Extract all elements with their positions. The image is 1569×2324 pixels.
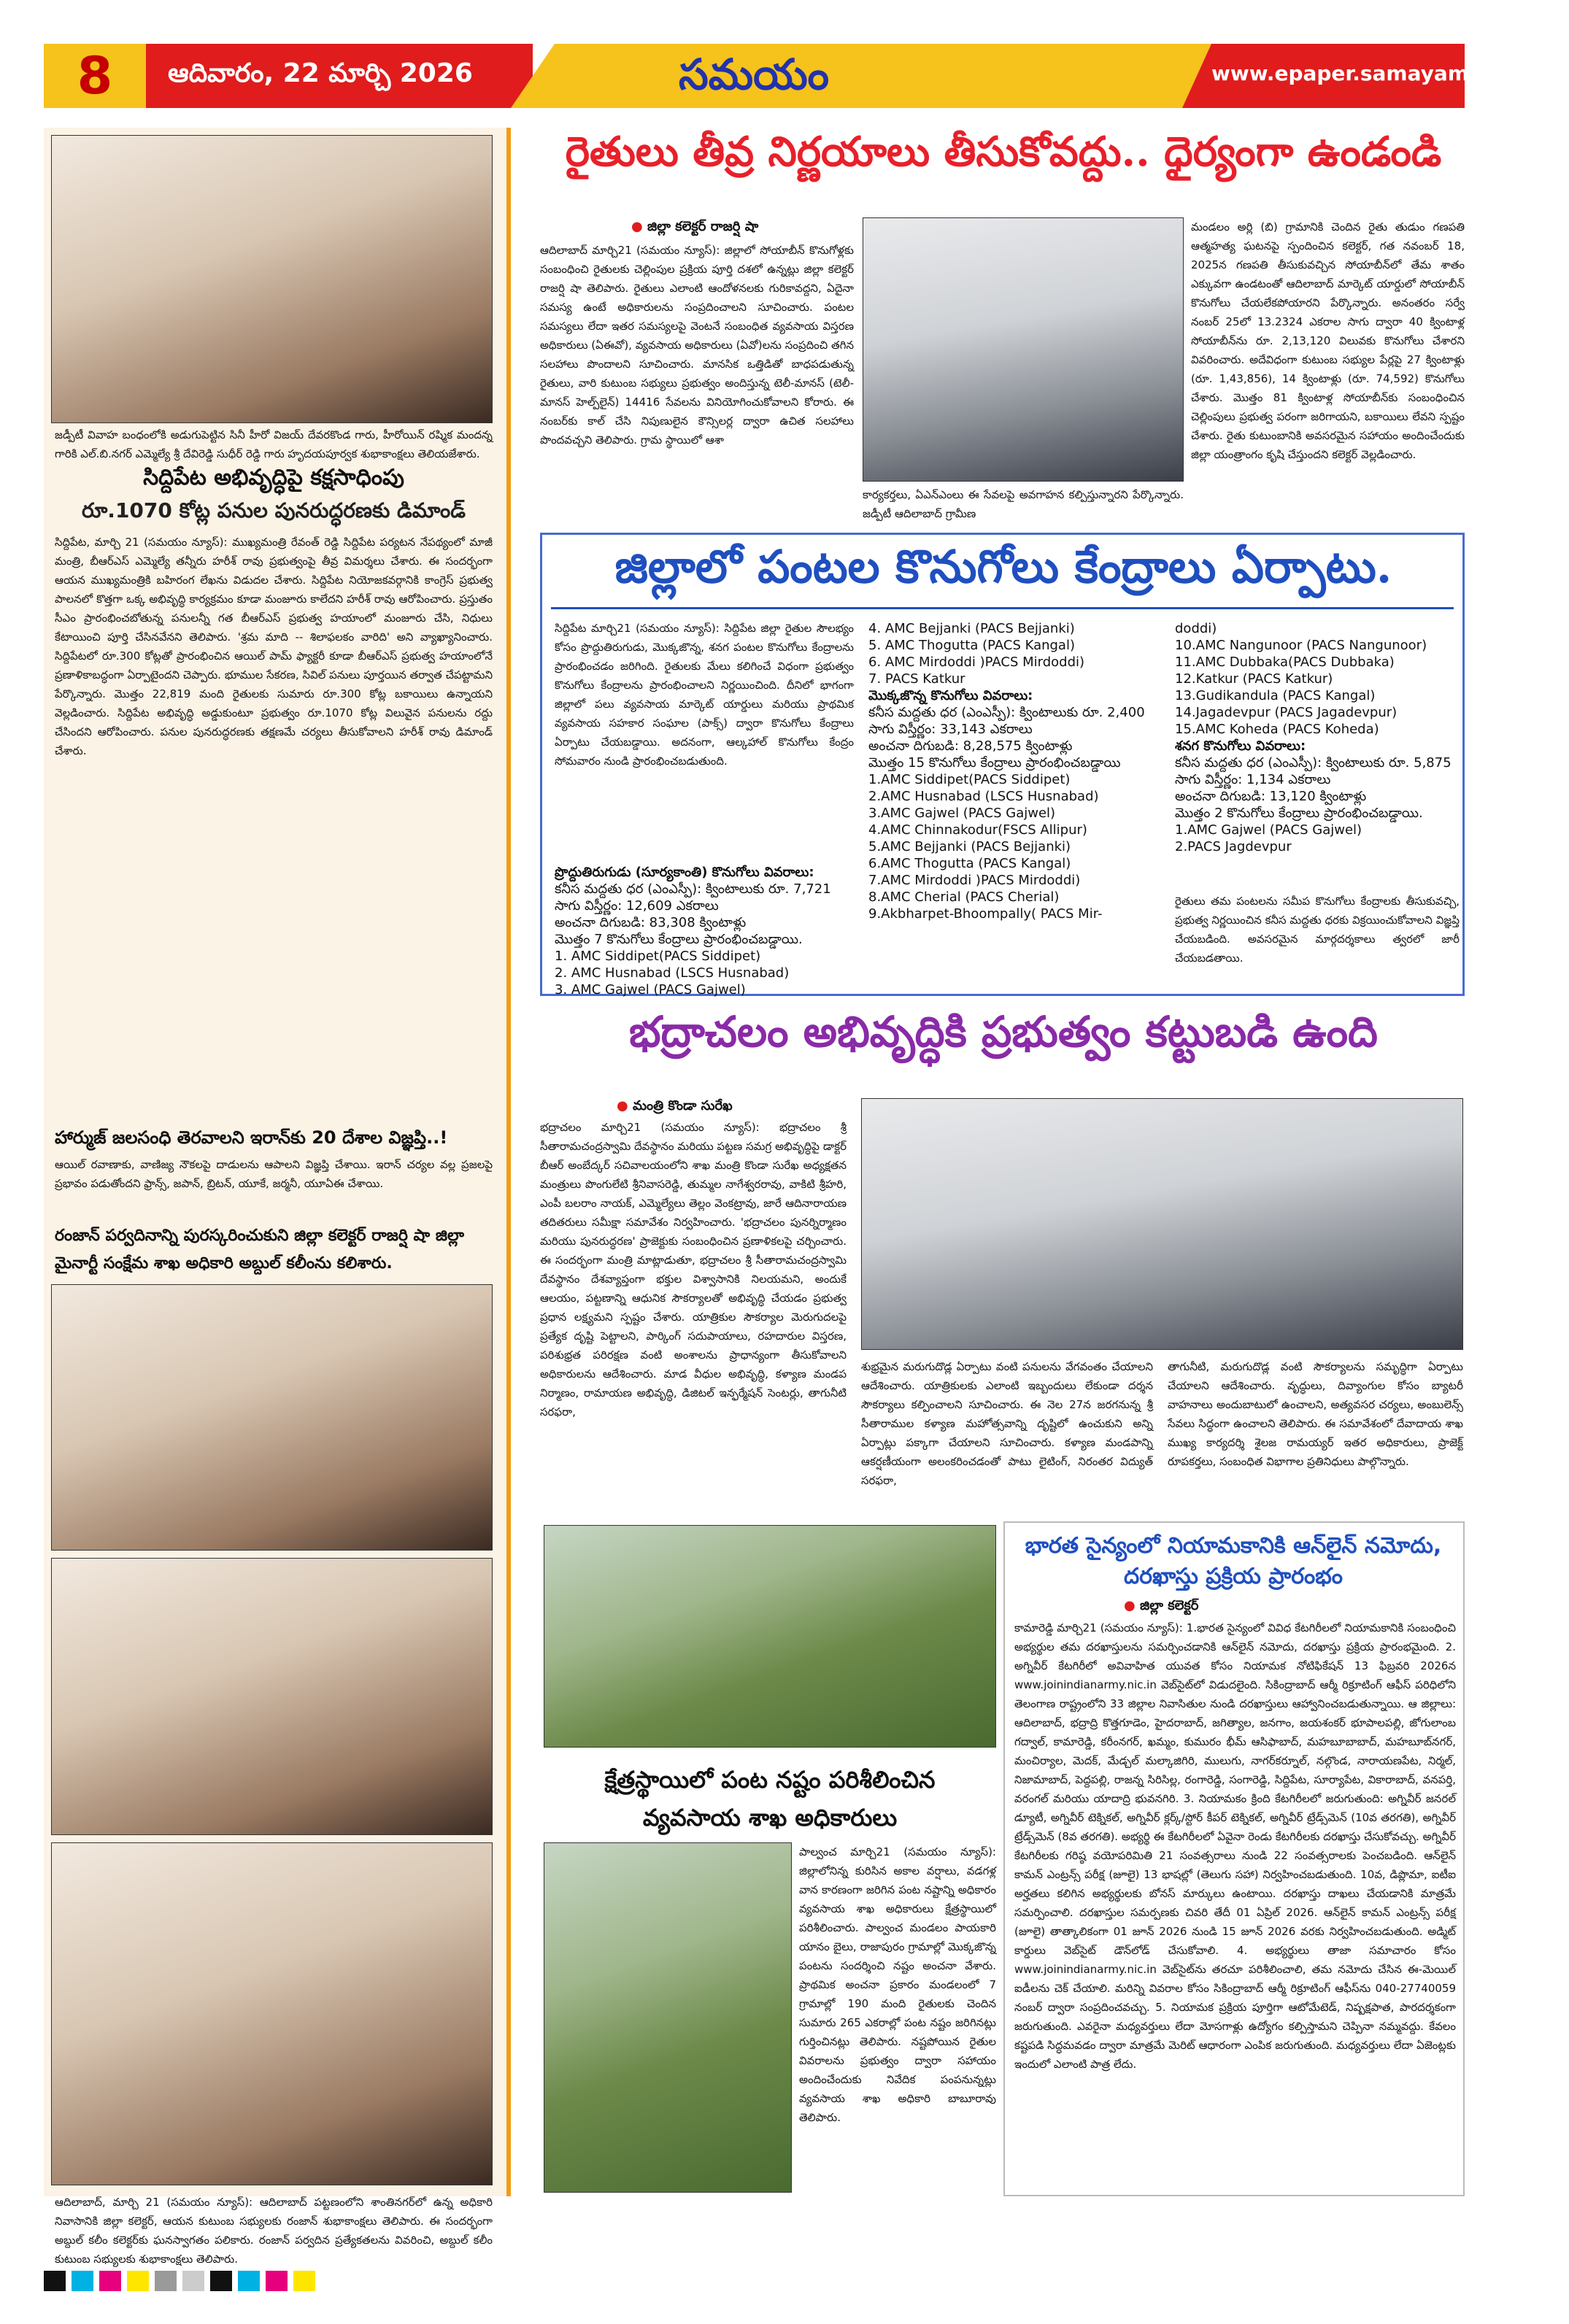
sunflower-stat: సాగు విస్తీర్ణం: 12,609 ఎకరాలు xyxy=(555,898,719,914)
sunflower-stat: కనీస మద్దతు ధర (ఎంఎస్పీ): క్వింటాలుకు రూ. 7,721 xyxy=(555,881,831,897)
procurement-rule xyxy=(551,607,1454,609)
maize-center: 5.AMC Bejjanki (PACS Bejjanki) xyxy=(868,839,1071,854)
wedding-photo xyxy=(51,135,493,423)
maize-stat: అంచనా దిగుబడి: 8,28,575 క్వింటాళ్లు xyxy=(868,738,1073,754)
army-headline: భారత సైన్యంలో నియామకానికి ఆన్‌లైన్ నమోదు, దరఖాస్తు ప్రక్రియ ప్రారంభం xyxy=(1025,1533,1442,1589)
bhadrachalam-headline: భద్రాచలం అభివృద్ధికి ప్రభుత్వం కట్టుబడి ఉంది xyxy=(629,1007,1378,1057)
registration-swatch xyxy=(266,2271,288,2291)
registration-swatch xyxy=(44,2271,66,2291)
chana-center: 1.AMC Gajwel (PACS Gajwel) xyxy=(1175,822,1362,838)
page-header xyxy=(44,44,1569,108)
maize-center: 6.AMC Thogutta (PACS Kangal) xyxy=(868,856,1071,871)
maize-center: 2.AMC Husnabad (LSCS Husnabad) xyxy=(868,789,1099,804)
chana-stat: కనీస మద్దతు ధర (ఎంఎస్పీ): క్వింటాలుకు రూ. 5,875 xyxy=(1175,755,1452,771)
epaper-url[interactable]: www.epaper.samayamdaily.net xyxy=(1211,61,1569,85)
farmers-body-left: ఆదిలాబాద్ మార్చి21 (సమయం న్యూస్): జిల్లాలో సోయాబీన్ కొనుగోళ్లకు సంబంధించి రైతులకు చెల్లింపుల ప్రక్రియ పూర్తి దశలో ఉన్నట్లు జిల్లా కలెక్టర్ రాజర్షి షా తెలిపారు. రైతులు ఎలాంటి ఆందోళనలకు గురికావద్దని, ఏదైనా సమస్య ఉంటే అధికారులను సంప్రదించాలని సూచించారు. పంటల సమస్యలు లేదా ఇతర సమస్యలపై వెంటనే సంబంధిత వ్యవసాయ విస్తరణ అధికారులు (ఏఈవో), వ్యవసాయ అధికారులు (ఏవో)లను సంప్రదించి తగిన సలహాలు పొందాలని సూచించారు. మానసిక ఒత్తిడితో బాధపడుతున్న రైతులు, వారి కుటుంబ సభ్యులు ప్రభుత్వం అందిస్తున్న టెలీ-మానస్ (టెలీ-మానస్ హెల్ప్‌లైన్) 14416 సేవలను వినియోగించుకోవాలని కోరారు. ఈ నంబర్‌కు కాల్ చేసి నిపుణులైన కౌన్సిలర్ల ద్వారా ఉచిత సలహాలు పొందవచ్చని తెలిపారు. గ్రామ స్థాయిలో ఆశా xyxy=(540,244,854,447)
maize-center: 11.AMC Dubbaka(PACS Dubbaka) xyxy=(1175,655,1395,670)
maize-center: doddi) xyxy=(1175,621,1217,636)
chana-block xyxy=(1175,620,1460,855)
maize-stat: కనీస మద్దతు ధర (ఎంఎస్పీ): క్వింటాలుకు రూ. 2,400 xyxy=(868,705,1145,720)
maize-center: 12.Katkur (PACS Katkur) xyxy=(1175,671,1333,687)
bhadrachalam-body-mid: శుభ్రమైన మరుగుదొడ్ల ఏర్పాటు వంటి పనులను వేగవంతం చేయాలని ఆదేశించారు. యాత్రికులకు ఎలాంటి ఇబ్బందులు లేకుండా దర్శన సౌకర్యాలు కల్పించాలని సూచించారు. ఈ నెల 27న జరగనున్న శ్రీ సీతారాముల కళ్యాణ మహోత్సవాన్ని దృష్టిలో ఉంచుకుని అన్ని ఏర్పాట్లు పక్కాగా చేయాలని సూచించారు. కళ్యాణ మండపాన్ని ఆకర్షణీయంగా అలంకరించడంతో పాటు లైటింగ్, నిరంతర విద్యుత్ సరఫరా, xyxy=(861,1360,1153,1487)
damaged-crop-photo xyxy=(544,1525,996,1748)
maize-block xyxy=(868,620,1160,922)
farmers-byline: ● జిల్లా కలెక్టర్ రాజర్షి షా xyxy=(631,219,758,237)
ramzan-photo-3 xyxy=(51,1842,493,2185)
crop-loss-body: పాల్వంచ మార్చి21 (సమయం న్యూస్): జిల్లాలోనిన్న కురిసిన అకాల వర్షాలు, వడగళ్ల వాన కారణంగా జరిగిన పంట నష్టాన్ని అధికారం వ్యవసాయ శాఖ అధికారులు క్షేత్రస్థాయిలో పరిశీలించారు. పాల్వంచ మండలం పాయకారి యానం బైలు, రాజాపురం గ్రామాల్లో మొక్కజొన్న పంటను సందర్శించి నష్టం అంచనా వేశారు. ప్రాథమిక అంచనా ప్రకారం మండలంలో 7 గ్రామాల్లో 190 మంది రైతులకు చెందిన సుమారు 265 ఎకరాల్లో పంట నష్టం జరిగినట్లు గుర్తించినట్లు తెలిపారు. నష్టపోయిన రైతుల వివరాలను ప్రభుత్వం ద్వారా సహాయం అందించేందుకు నివేదిక పంపనున్నట్లు వ్యవసాయ శాఖ అధికారి బాబూరావు తెలిపారు. xyxy=(799,1845,996,2124)
maize-center: 13.Gudikandula (PACS Kangal) xyxy=(1175,688,1376,703)
procurement-headline: జిల్లాలో పంటల కొనుగోలు కేంద్రాలు ఏర్పాటు. xyxy=(614,540,1392,593)
story-body: సిద్దిపేట, మార్చి 21 (సమయం న్యూస్): ముఖ్యమంత్రి రేవంత్ రెడ్డి సిద్దిపేట పర్యటన నేపథ్యంలో మాజీ మంత్రి, బీఆర్ఎస్ ఎమ్మెల్యే తన్నీరు హరీశ్ రావు ప్రభుత్వంపై తీవ్ర విమర్శలు చేశారు. ఈ సందర్భంగా ఆయన ముఖ్యమంత్రికి బహిరంగ లేఖను విడుదల చేశారు. సిద్దిపేట నియోజకవర్గానికి కాంగ్రెస్ ప్రభుత్వ పాలనలో కొత్తగా ఒక్క అభివృద్ధి కార్యక్రమం కూడా మంజూరు కాలేదని హరీశ్ రావు ఆరోపించారు. ప్రస్తుతం సీఎం ప్రారంభించబోతున్న పనులన్నీ గత బీఆర్ఎస్ ప్రభుత్వ హయాంలో మంజూరు చేసి, నిధులు కేటాయించి పూర్తి చేసినవేనని తెలిపారు. 'శ్రమ మాది -- శిలాఫలకం వారిది' అని వ్యాఖ్యానించారు. సిద్దిపేటలో రూ.300 కోట్లతో ప్రారంభించిన ఆయిల్ పామ్ ఫ్యాక్టరీ కూడా బీఆర్ఎస్ ప్రభుత్వ హయాంలోనే ప్రణాళికాబద్ధంగా ఏర్పాటైందని చెప్పారు. భూముల సేకరణ, సివిల్ పనులు పూర్తయిన తర్వాత చేపట్టామని పేర్కొన్నారు. మొత్తం 22,819 మంది రైతులకు సుమారు రూ.300 కోట్ల బకాయిలు ఉన్నాయని వెల్లడించారు. సిద్దిపేట అభివృద్ధి అడ్డుకుంటూ ప్రభుత్వం రూ.1070 కోట్ల విలువైన పనులను రద్దు చేసిందని ఆరోపించారు. పనుల పునరుద్ధరణకు తక్షణమే చర్యలు తీసుకోవాలని హరీశ్ రావు డిమాండ్ చేశారు. xyxy=(55,536,493,757)
bhadrachalam-body-left: భద్రాచలం మార్చి21 (సమయం న్యూస్): భద్రాచలం శ్రీ సీతారామచంద్రస్వామి దేవస్థానం మరియు పట్టణ సమగ్ర అభివృద్ధిపై డాక్టర్ బీఆర్ అంబేద్కర్ సచివాలయంలోని శాఖ మంత్రి కొండా సురేఖ అధ్యక్షతన మంత్రులు పొంగులేటి శ్రీనివాసరెడ్డి, తుమ్మల నాగేశ్వరరావు, వాకిటి శ్రీహరి, ఎంపీ బలరాం నాయక్, ఎమ్మెల్యేలు తెల్లం వెంకట్రావు, జారే ఆదినారాయణ తదితరులు సమీక్షా సమావేశం నిర్వహించారు. 'భద్రాచలం పునర్నిర్మాణం మరియు పునరుద్ధరణ' ప్రాజెక్టుకు సంబంధించిన ప్రణాళికలపై చర్చించారు. ఈ సందర్భంగా మంత్రి మాట్లాడుతూ, భద్రాచలం శ్రీ సీతారామచంద్రస్వామి దేవస్థానం దేశవ్యాప్తంగా భక్తుల విశ్వాసానికి నిలయమని, అందుకే ఆలయం, పట్టణాన్ని ఆధునిక సౌకర్యాలతో అభివృద్ధి చేయడం ప్రభుత్వ ప్రధాన లక్ష్యమని స్పష్టం చేశారు. యాత్రికుల సౌకర్యాల మెరుగుదలపై ప్రత్యేక దృష్టి పెట్టాలని, పార్కింగ్ సదుపాయాలు, రహదారుల విస్తరణ, పరిశుభ్రత పరిరక్షణ వంటి అంశాలను ప్రాధాన్యంగా తీసుకోవాలని అధికారులను ఆదేశించారు. మాడ వీధుల అభివృద్ధి, కళ్యాణ మండప నిర్మాణం, రామాయణ అభివృద్ధి, డిజిటల్ ఇన్ఫర్మేషన్ సెంటర్లు, తాగునీటి సరఫరా, xyxy=(540,1121,847,1418)
chana-stat: సాగు విస్తీర్ణం: 1,134 ఎకరాలు xyxy=(1175,772,1331,787)
maize-heading: మొక్కజొన్న కొనుగోలు వివరాలు: xyxy=(868,688,1033,703)
chana-heading: శనగ కొనుగోలు వివరాలు: xyxy=(1175,738,1306,754)
newspaper-name: సమయం xyxy=(679,50,830,99)
bhadrachalam-body-right: తాగునీటి, మరుగుదొడ్ల వంటి సౌకర్యాలను సమృద్ధిగా ఏర్పాటు చేయాలని ఆదేశించారు. వృద్ధులు, దివ్యాంగుల కోసం బ్యాటరీ వాహనాలు అందుబాటులో ఉంచాలని, అత్యవసర చర్యలు, అంబులెన్స్ సేవలు సిద్ధంగా ఉంచాలని తెలిపారు. ఈ సమావేశంలో దేవాదాయ శాఖ ముఖ్య కార్యదర్శి శైలజ రామయ్యర్ ఇతర అధికారులు, ప్రాజెక్ట్ రూపకర్తలు, సంబంధిత విభాగాల ప్రతినిధులు పాల్గొన్నారు. xyxy=(1168,1360,1463,1468)
sunflower-stat: అంచనా దిగుబడి: 83,308 క్వింటాళ్లు xyxy=(555,915,747,930)
chana-stat: అంచనా దిగుబడి: 13,120 క్వింటాళ్లు xyxy=(1175,789,1367,804)
sunflower-center: 4. AMC Bejjanki (PACS Bejjanki) xyxy=(868,621,1075,636)
maize-center: 7.AMC Mirdoddi )PACS Mirdoddi) xyxy=(868,873,1081,888)
ramzan-caption: ఆదిలాబాద్, మార్చి 21 (సమయం న్యూస్): ఆదిలాబాద్ పట్టణంలోని శాంతినగర్‌లో ఉన్న అధికారి నివాసానికి జిల్లా కలెక్టర్, ఆయన కుటుంబ సభ్యులకు రంజాన్ శుభాకాంక్షలు తెలిపారు. ఈ సందర్భంగా అబ్దుల్ కలీం కలెక్టర్‌కు ఘనస్వాగతం పలికారు. రంజాన్ పర్వదిన ప్రత్యేకతలను వివరించి, అబ్దుల్ కలీం కుటుంబ సభ్యులకు శుభాకాంక్షలు తెలిపారు. xyxy=(55,2196,493,2266)
sunflower-center: 5. AMC Thogutta (PACS Kangal) xyxy=(868,638,1075,653)
wedding-caption: జడ్పీటీ వివాహ బంధంలోకి అడుగుపెట్టిన సినీ హీరో విజయ్ దేవరకొండ గారు, హీరోయిన్ రష్మిక మందన్న గారికి ఎల్.బి.నగర్ ఎమ్మెల్యే శ్రీ దేవిరెడ్డి సుధీర్ రెడ్డి గారు హృదయపూర్వక శుభాకాంక్షలు తెలియజేశారు. xyxy=(55,428,493,460)
sunflower-center: 7. PACS Katkur xyxy=(868,671,965,687)
ramzan-photo-1 xyxy=(51,1284,493,1551)
header-middle-band xyxy=(511,44,1211,108)
maize-center: 10.AMC Nangunoor (PACS Nangunoor) xyxy=(1175,638,1427,653)
maize-center: 14.Jagadevpur (PACS Jagadevpur) xyxy=(1175,705,1398,720)
registration-swatch xyxy=(72,2271,93,2291)
left-column xyxy=(44,128,511,2266)
procurement-closing: రైతులు తమ పంటలను సమీప కొనుగోలు కేంద్రాలకు తీసుకువచ్చి, ప్రభుత్వ నిర్ణయించిన కనీస మద్దతు ధరకు విక్రయించుకోవాలని విజ్ఞప్తి చేయబడింది. అవసరమైన మార్గదర్శకాలు త్వరలో జారీ చేయబడతాయి. xyxy=(1175,895,1460,965)
registration-swatch xyxy=(182,2271,204,2291)
registration-swatch xyxy=(155,2271,177,2291)
sunflower-stat: మొత్తం 7 కొనుగోలు కేంద్రాలు ప్రారంభించబడ్డాయి. xyxy=(555,932,803,947)
crop-loss-headline-1: క్షేత్రస్థాయిలో పంట నష్టం పరిశీలించిన xyxy=(604,1766,936,1794)
procurement-intro: సిద్దిపేట మార్చి21 (సమయం న్యూస్): సిద్దిపేట జిల్లా రైతుల సౌలభ్యం కోసం ప్రొద్దుతిరుగుడు, మొక్కజొన్న, శనగ పంటల కొనుగోలు కేంద్రాలను ప్రారంభించడం జరిగింది. రైతులకు మేలు కలిగించే విధంగా ప్రభుత్వం కొనుగోలు కేంద్రాలను ప్రారంభించాలని నిర్ణయించింది. దీనిలో భాగంగా జిల్లాలో పలు వ్యవసాయ మార్కెట్ యార్డులు మరియు ప్రాథమిక వ్యవసాయ సహకార సంఘాల (పాక్స్) ద్వారా కొనుగోలు కేంద్రాలు ఏర్పాటు చేయబడ్డాయి. అదనంగా, ఆల్కహాల్ కొనుగోలు కేంద్రం సోమవారం నుండి ప్రారంభించబడుతుంది. xyxy=(555,622,854,768)
maize-stat: సాగు విస్తీర్ణం: 33,143 ఎకరాలు xyxy=(868,722,1033,737)
issue-date: ఆదివారం, 22 మార్చి 2026 xyxy=(168,58,473,88)
registration-swatch xyxy=(127,2271,149,2291)
crop-loss-headline-2: వ్యవసాయ శాఖ అధికారులు xyxy=(642,1804,898,1831)
page-number: 8 xyxy=(44,44,146,108)
farmers-body-bottom: కార్యకర్తలు, ఏఎన్ఎంలు ఈ సేవలపై అవగాహన కల్పిస్తున్నారని పేర్కొన్నారు. జడ్పీటీ ఆదిలాబాద్ గ్రామీణ xyxy=(863,488,1184,520)
maize-center: 3.AMC Gajwel (PACS Gajwel) xyxy=(868,806,1056,821)
farmers-body-right: మండలం అర్లి (బి) గ్రామానికి చెందిన రైతు తుడుం గణపతి ఆత్మహత్య ఘటనపై స్పందించిన కలెక్టర్, గత నవంబర్ 18, 2025న గణపతి తీసుకువచ్చిన సోయాబీన్‌లో తేమ శాతం ఎక్కువగా ఉండటంతో ఆదిలాబాద్ మార్కెట్ యార్డులో సోయాబీన్ కొనుగోలు చేయలేకపోయారని పేర్కొన్నారు. అనంతరం సర్వే నంబర్ 25లో 13.2324 ఎకరాల సాగు ద్వారా 40 క్వింటాళ్ల సోయాబీన్‌ను రూ. 2,13,120 విలువకు కొనుగోలు చేశారని వివరించారు. అదేవిధంగా కుటుంబ సభ్యుల పేర్లపై 27 క్వింటాళ్లు (రూ. 1,43,856), 14 క్వింటాళ్లు (రూ. 74,592) కొనుగోలు చేశారు. మొత్తం 81 క్వింటాళ్ల సోయాబీన్‌కు సంబంధించిన చెల్లింపులు ప్రభుత్వ పరంగా జరిగాయని, బకాయిలు లేవని స్పష్టం చేశారు. రైతు కుటుంబానికి అవసరమైన సహాయం అందించేందుకు జిల్లా యంత్రాంగం కృషి చేస్తుందని కలెక్టర్ వెల్లడించారు. xyxy=(1191,220,1465,461)
maize-stat: మొత్తం 15 కొనుగోలు కేంద్రాలు ప్రారంభించబడ్డాయి xyxy=(868,755,1121,771)
review-meeting-photo xyxy=(861,1098,1463,1350)
sunflower-heading: ప్రొద్దుతిరుగుడు (సూర్యకాంతి) కొనుగోలు వివరాలు: xyxy=(555,865,814,880)
iran-body: ఆయిల్ రవాణాకు, వాణిజ్య నౌకలపై దాడులను ఆపాలని విజ్ఞప్తి చేశాయి. ఇరాన్ చర్యల వల్ల ప్రజలపై ప్రభావం పడుతోందని ఫ్రాన్స్, జపాన్, బ్రిటన్, యూకే, జర్మనీ, యూఏఈ చేశాయి. xyxy=(55,1158,493,1190)
army-byline: ● జిల్లా కలెక్టర్ xyxy=(1124,1598,1198,1616)
sunflower-center: 3. AMC Gajwel (PACS Gajwel) xyxy=(555,982,746,997)
maize-center: 9.Akbharpet-Bhoompally( PACS Mir- xyxy=(868,906,1103,922)
maize-center: 1.AMC Siddipet(PACS Siddipet) xyxy=(868,772,1071,787)
story-headline: రూ.1070 కోట్ల పనుల పునరుద్ధరణకు డిమాండ్ xyxy=(82,498,466,522)
collector-photo xyxy=(863,217,1184,482)
print-registration-bar xyxy=(44,2271,321,2291)
maize-center: 4.AMC Chinnakodur(FSCS Allipur) xyxy=(868,822,1087,838)
sunflower-center: 6. AMC Mirdoddi )PACS Mirdoddi) xyxy=(868,655,1085,670)
ramzan-headline: రంజాన్ పర్వదినాన్ని పురస్కరించుకుని జిల్లా కలెక్టర్ రాజర్షి షా జిల్లా మైనార్టీ సంక్షేమ శాఖ అధికారి అబ్దుల్ కలీంను కలిశారు. xyxy=(55,1227,464,1273)
story-kicker: సిద్దిపేట అభివృద్ధిపై కక్షసాధింపు xyxy=(143,465,404,490)
army-body: కామారెడ్డి మార్చి21 (సమయం న్యూస్): 1.భారత సైన్యంలో వివిధ కేటగిరీలలో నియామకానికి సంబంధించి అభ్యర్థుల తమ దరఖాస్తులను సమర్పించడానికి ఆన్‌లైన్ నమోదు, దరఖాస్తు ప్రక్రియ ప్రారంభమైంది. 2. అగ్నివీర్ కేటగిరీలో అవివాహిత యువత కోసం నియామక నోటిఫికేషన్ 13 ఫిబ్రవరి 2026న www.joinindianarmy.nic.in వెబ్‌సైట్‌లో విడుదలైంది. సికింద్రాబాద్ ఆర్మీ రిక్రూటింగ్ ఆఫీస్ పరిధిలోని తెలంగాణ రాష్ట్రంలోని 33 జిల్లాల నివాసితుల నుండి దరఖాస్తులు ఆహ్వానించబడుతున్నాయి. ఆ జిల్లాలు: ఆదిలాబాద్, భద్రాద్రి కొత్తగూడెం, హైదరాబాద్, జగిత్యాల, జనగాం, జయశంకర్ భూపాలపల్లి, జోగులాంబ గద్వాల్, కామారెడ్డి, కరీంనగర్, ఖమ్మం, కుమురం భీమ్ ఆసిఫాబాద్, మహబూబాబాద్, మహబూబ్‌నగర్, మంచిర్యాల, మెదక్, మేడ్చల్ మల్కాజిగిరి, ములుగు, నాగర్‌కర్నూల్, నల్గొండ, నారాయణపేట, నిర్మల్, నిజామాబాద్, పెద్దపల్లి, రాజన్న సిరిసిల్ల, రంగారెడ్డి, సంగారెడ్డి, సిద్దిపేట, సూర్యాపేట, వికారాబాద్, వనపర్తి, వరంగల్ మరియు యాదాద్రి భువనగిరి. 3. నియామకం క్రింది కేటగిరీలలో జరుగుతుంది: అగ్నివీర్ జనరల్ డ్యూటీ, అగ్నివీర్ టెక్నికల్, అగ్నివీర్ క్లర్క్/స్టోర్ కీపర్ టెక్నికల్, అగ్నివీర్ ట్రేడ్స్‌మెన్ (10వ తరగతి), అగ్నివీర్ ట్రేడ్స్‌మెన్ (8వ తరగతి). అభ్యర్థి ఈ కేటగిరీలలో ఏవైనా రెండు కేటగిరీలకు దరఖాస్తు చేసుకోవచ్చు. అగ్నివీర్ కేటగిరీలకు గరిష్ఠ వయోపరిమితి 21 సంవత్సరాలు నుండి 22 సంవత్సరాలకు పెంచబడింది. ఆన్‌లైన్ కామన్ ఎంట్రన్స్ పరీక్ష (జూలై) 13 భాషల్లో (తెలుగు సహా) నిర్వహించబడుతుంది. 10వ, డిప్లొమా, ఐటీఐ అర్హతలు కలిగిన అభ్యర్థులకు బోనస్ మార్కులు ఉంటాయి. దరఖాస్తు దాఖలు చేయడానికి మాత్రమే సమర్పించాలి. దరఖాస్తుల సమర్పణకు చివరి తేదీ 01 ఏప్రిల్ 2026. ఆన్‌లైన్ కామన్ ఎంట్రన్స్ పరీక్ష (జూలై) తాత్కాలికంగా 01 జూన్ 2026 నుండి 15 జూన్ 2026 వరకు నిర్వహించబడుతుంది. అడ్మిట్ కార్డులు వెబ్‌సైట్ డౌన్‌లోడ్ చేసుకోవాలి. 4. అభ్యర్థులు తాజా సమాచారం కోసం www.joinindianarmy.nic.in వెబ్‌సైట్‌ను తరచూ పరిశీలించాలి, తమ నమోదు చేసిన ఈ-మెయిల్ ఐడీలను చెక్ చేయాలి. మరిన్ని వివరాల కోసం సికింద్రాబాద్ ఆర్మీ రిక్రూటింగ్ ఆఫీస్‌ను 040-27740059 నంబర్ ద్వారా సంప్రదించవచ్చు. 5. నియామక ప్రక్రియ పూర్తిగా ఆటోమేటెడ్, నిష్పక్షపాత, పారదర్శకంగా జరుగుతుంది. ఎవరైనా మధ్యవర్తులు లేదా మోసగాళ్లు ఉద్యోగం కల్పిస్తామని చెప్పినా నమ్మవద్దు. కేవలం కష్టపడి సిద్ధమవడం ద్వారా మాత్రమే మెరిట్ ఆధారంగా ఎంపిక జరుగుతుంది. మధ్యవర్తులు లేదా ఏజెంట్లకు ఇందులో ఎలాంటి పాత్ర లేదు. xyxy=(1014,1621,1456,2071)
iran-headline: హార్ముజ్ జలసంధి తెరవాలని ఇరాన్‌కు 20 దేశాల విజ్ఞప్తి..! xyxy=(55,1127,448,1148)
sunflower-center: 1. AMC Siddipet(PACS Siddipet) xyxy=(555,949,761,964)
maize-center: 8.AMC Cherial (PACS Cherial) xyxy=(868,889,1060,905)
registration-swatch xyxy=(99,2271,121,2291)
sunflower-center: 2. AMC Husnabad (LSCS Husnabad) xyxy=(555,965,790,981)
sunflower-block xyxy=(555,864,854,998)
registration-swatch xyxy=(238,2271,260,2291)
bhadrachalam-byline: ● మంత్రి కొండా సురేఖ xyxy=(617,1098,733,1116)
officials-field-photo xyxy=(544,1842,792,2193)
chana-center: 2.PACS Jagdevpur xyxy=(1175,839,1292,854)
farmers-headline: రైతులు తీవ్ర నిర్ణయాలు తీసుకోవద్దు.. ధైర్యంగా ఉండండి xyxy=(565,128,1442,176)
chana-stat: మొత్తం 2 కొనుగోలు కేంద్రాలు ప్రారంభించబడ్డాయి. xyxy=(1175,806,1423,821)
registration-swatch xyxy=(293,2271,315,2291)
registration-swatch xyxy=(210,2271,232,2291)
maize-center: 15.AMC Koheda (PACS Koheda) xyxy=(1175,722,1379,737)
ramzan-photo-2 xyxy=(51,1558,493,1835)
